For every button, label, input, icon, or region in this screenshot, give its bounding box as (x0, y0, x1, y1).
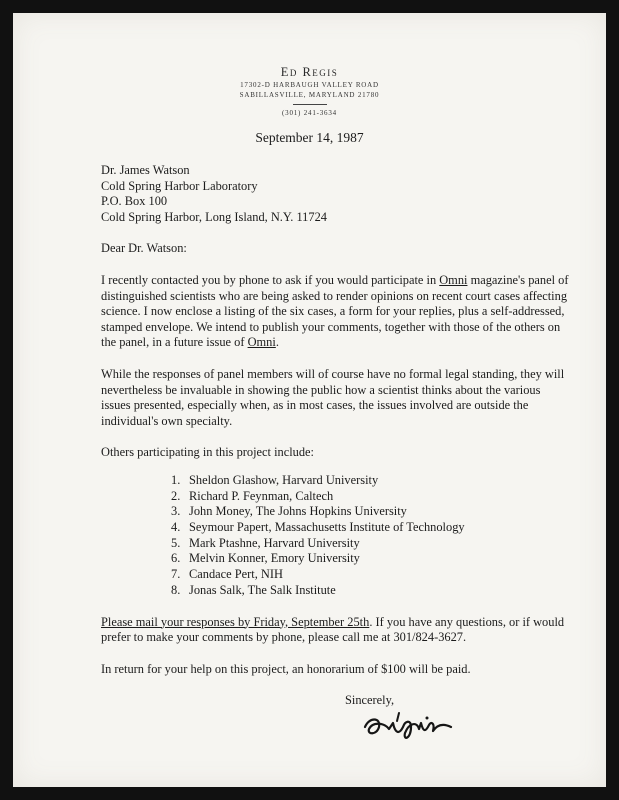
letter-page (13, 13, 606, 787)
participant-item (171, 489, 571, 505)
participant-name: Richard P. Feynman, Caltech (189, 488, 334, 503)
recipient-institution: Cold Spring Harbor Laboratory (101, 178, 258, 193)
paragraph-4: In return for your help on this project, an honorarium of $100 will be paid. (101, 661, 471, 676)
letterhead (13, 65, 606, 118)
recipient-city: Cold Spring Harbor, Long Island, N.Y. 11724 (101, 209, 327, 224)
participant-number: 6. (171, 551, 181, 566)
letter-date: September 14, 1987 (255, 130, 364, 145)
participant-number: 1. (171, 472, 181, 487)
participant-name: Candace Pert, NIH (189, 567, 283, 582)
letterhead-city: SABILLASVILLE, MARYLAND 21780 (239, 91, 380, 99)
participant-item (171, 583, 571, 599)
paragraph-3 (101, 615, 571, 646)
participant-item (171, 536, 571, 552)
participant-item (171, 520, 571, 536)
participant-number: 7. (171, 567, 181, 582)
paragraph-1-part-c: . (275, 335, 279, 350)
recipient-address (101, 163, 571, 225)
participant-number: 3. (171, 504, 181, 519)
participant-item (171, 567, 571, 583)
recipient-po-box: P.O. Box 100 (101, 194, 168, 209)
letterhead-name: Ed Regis (280, 65, 339, 79)
omni-title: Omni (247, 335, 276, 350)
participants-intro: Others participating in this project include: (101, 445, 314, 460)
recipient-name: Dr. James Watson (101, 163, 190, 177)
participant-item (171, 504, 571, 520)
participant-number: 4. (171, 520, 181, 535)
salutation: Dear Dr. Watson: (101, 241, 187, 256)
participant-item (171, 473, 571, 489)
participants-list (171, 473, 571, 599)
paragraph-2: While the responses of panel members will of course have no formal legal standing, they will nevertheless be invaluable in showing the public how a scientist thinks about the various issues presented, especially when, as in most cases, the issues involved are outside the individual's own specialty. (101, 366, 565, 428)
participant-name: Jonas Salk, The Salk Institute (189, 582, 336, 597)
letter-body (101, 163, 571, 677)
participant-name: Melvin Konner, Emory University (189, 551, 360, 566)
participant-name: Sheldon Glashow, Harvard University (189, 472, 379, 487)
participant-name: Seymour Papert, Massachusetts Institute of Technology (189, 520, 465, 535)
handwritten-signature (359, 709, 459, 745)
mail-deadline: Please mail your responses by Friday, September 25th (101, 614, 370, 629)
paragraph-3-rest: . If you have any questions, or if would prefer to make your comments by phone, please call me at 301/824-3627. (101, 614, 565, 645)
participant-name: Mark Ptashne, Harvard University (189, 535, 360, 550)
letterhead-divider (293, 104, 327, 105)
paragraph-1-part-b: magazine's panel of distinguished scientists who are being asked to render opinions on recent court cases affecting science. I now enclose a listing of the six cases, a form for your replies, plus a self-addressed, stamped envelope. We intend to publish your comments, together with those of the others on the panel, in a future issue of (101, 272, 569, 350)
participant-number: 2. (171, 488, 181, 503)
omni-title: Omni (439, 272, 468, 287)
closing: Sincerely, (345, 693, 395, 707)
letterhead-street: 17302-D HARBAUGH VALLEY ROAD (240, 81, 379, 89)
participant-item (171, 551, 571, 567)
letterhead-phone: (301) 241-3634 (282, 109, 337, 117)
paragraph-1 (101, 273, 571, 351)
paragraph-1-part-a: I recently contacted you by phone to ask if you would participate in (101, 272, 440, 287)
participant-number: 8. (171, 582, 181, 597)
participant-name: John Money, The Johns Hopkins University (189, 504, 407, 519)
participant-number: 5. (171, 535, 181, 550)
